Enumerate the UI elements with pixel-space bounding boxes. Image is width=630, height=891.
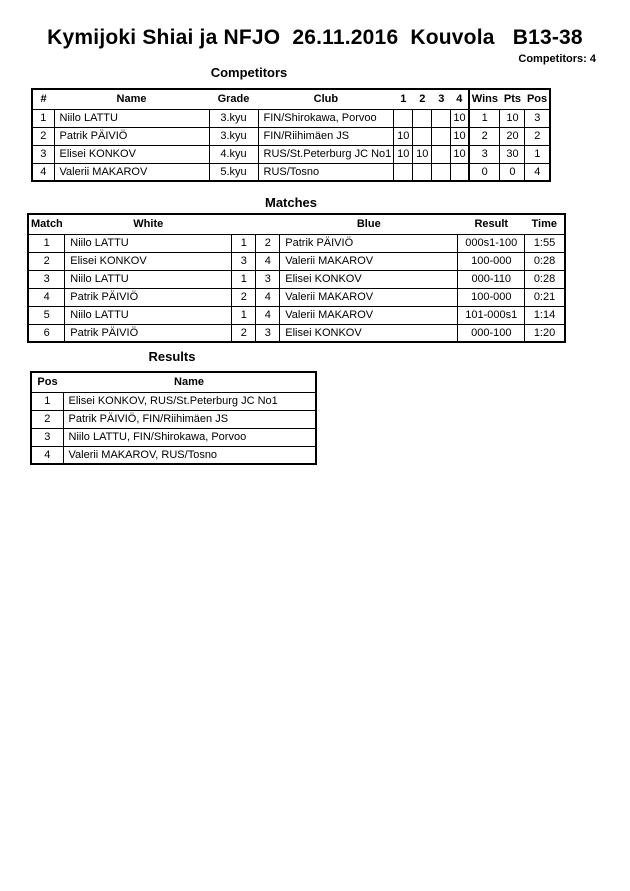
white-player-name: Elisei KONKOV [65,252,232,270]
match-row [28,270,565,288]
blue-player-name: Valerii MAKAROV [280,252,458,270]
competitor-grade: 4.kyu [209,145,258,163]
competitor-number: 4 [32,163,54,181]
round2-score: 10 [413,145,432,163]
col-header-result: Result [458,214,525,234]
round2-score [413,109,432,127]
col-header-round2: 2 [413,89,432,109]
matches-header-row [28,214,565,234]
round1-score: 10 [394,145,413,163]
pos-value: 2 [525,127,550,145]
wins-value: 0 [469,163,500,181]
match-row [28,252,565,270]
results-header-row [31,372,316,392]
result-row [31,428,316,446]
competitor-name: Elisei KONKOV [54,145,209,163]
match-time: 0:28 [525,270,565,288]
match-time: 0:28 [525,252,565,270]
page-title: Kymijoki Shiai ja NFJO 26.11.2016 Kouvola B13-38 [47,26,583,49]
competitor-grade: 3.kyu [209,109,258,127]
round3-score [432,163,451,181]
match-number: 6 [28,324,65,342]
col-header-name: Name [54,89,209,109]
col-header-round4: 4 [451,89,469,109]
blue-player-name: Elisei KONKOV [280,324,458,342]
blue-player-number: 2 [256,234,280,252]
match-result: 000-100 [458,324,525,342]
pos-value: 4 [525,163,550,181]
col-header-club: Club [258,89,394,109]
competitor-row [32,127,550,145]
match-number: 3 [28,270,65,288]
competitor-number: 1 [32,109,54,127]
round3-score [432,145,451,163]
round2-score [413,127,432,145]
round2-score [413,163,432,181]
results-table [30,371,317,465]
white-player-number: 3 [232,252,256,270]
blue-player-name: Valerii MAKAROV [280,288,458,306]
match-result: 101-000s1 [458,306,525,324]
results-section-heading: Results [148,349,196,364]
match-result: 100-000 [458,288,525,306]
white-player-name: Patrik PÄIVIÖ [65,324,232,342]
result-position: 4 [31,446,63,464]
col-header-blue: Blue [280,214,458,234]
round4-score: 10 [451,109,469,127]
blue-player-number: 3 [256,324,280,342]
result-position: 2 [31,410,63,428]
match-number: 5 [28,306,65,324]
competitor-row [32,109,550,127]
match-result: 100-000 [458,252,525,270]
col-header-name: Name [63,372,316,392]
col-header-pts: Pts [500,89,525,109]
result-row [31,392,316,410]
match-result: 000-110 [458,270,525,288]
white-player-number: 1 [232,306,256,324]
pts-value: 20 [500,127,525,145]
match-row [28,288,565,306]
competitors-section-heading: Competitors [210,65,288,80]
competitor-club: RUS/Tosno [258,163,394,181]
col-header-pos: Pos [525,89,550,109]
competitor-number: 3 [32,145,54,163]
competitor-grade: 5.kyu [209,163,258,181]
match-result: 000s1-100 [458,234,525,252]
result-position: 1 [31,392,63,410]
competitor-row [32,145,550,163]
competitor-name: Patrik PÄIVIÖ [54,127,209,145]
blue-player-number: 3 [256,270,280,288]
wins-value: 2 [469,127,500,145]
round4-score [451,163,469,181]
white-player-number: 1 [232,270,256,288]
result-competitor: Patrik PÄIVIÖ, FIN/Riihimäen JS [63,410,316,428]
col-header-white: White [65,214,232,234]
col-header-match: Match [28,214,65,234]
competitors-header-row [32,89,550,109]
col-header-round3: 3 [432,89,451,109]
blue-player-number: 4 [256,306,280,324]
col-header-round1: 1 [394,89,413,109]
matches-section-heading: Matches [264,195,318,210]
competitor-name: Valerii MAKAROV [54,163,209,181]
match-number: 1 [28,234,65,252]
competitor-club: FIN/Shirokawa, Porvoo [258,109,394,127]
result-position: 3 [31,428,63,446]
pts-value: 0 [500,163,525,181]
wins-value: 3 [469,145,500,163]
pos-value: 3 [525,109,550,127]
white-player-name: Niilo LATTU [65,306,232,324]
match-row [28,306,565,324]
competitor-club: RUS/St.Peterburg JC No1 [258,145,394,163]
blue-player-name: Patrik PÄIVIÖ [280,234,458,252]
competitors-count: Competitors: 4 [518,53,596,65]
match-time: 1:20 [525,324,565,342]
white-player-number: 2 [232,324,256,342]
col-header-wins: Wins [469,89,500,109]
competitor-name: Niilo LATTU [54,109,209,127]
result-row [31,446,316,464]
col-header-time: Time [525,214,565,234]
round1-score [394,163,413,181]
col-header-blue-num [256,214,280,234]
competitor-club: FIN/Riihimäen JS [258,127,394,145]
blue-player-name: Valerii MAKAROV [280,306,458,324]
blue-player-name: Elisei KONKOV [280,270,458,288]
blue-player-number: 4 [256,288,280,306]
blue-player-number: 4 [256,252,280,270]
competitor-grade: 3.kyu [209,127,258,145]
white-player-name: Niilo LATTU [65,270,232,288]
col-header-num: # [32,89,54,109]
match-time: 1:14 [525,306,565,324]
col-header-white-num [232,214,256,234]
wins-value: 1 [469,109,500,127]
match-number: 4 [28,288,65,306]
match-number: 2 [28,252,65,270]
round4-score: 10 [451,127,469,145]
round1-score [394,109,413,127]
round4-score: 10 [451,145,469,163]
match-time: 0:21 [525,288,565,306]
match-row [28,234,565,252]
white-player-number: 1 [232,234,256,252]
pts-value: 10 [500,109,525,127]
competitors-table [31,88,551,182]
pts-value: 30 [500,145,525,163]
round3-score [432,127,451,145]
white-player-name: Patrik PÄIVIÖ [65,288,232,306]
white-player-number: 2 [232,288,256,306]
result-row [31,410,316,428]
result-competitor: Elisei KONKOV, RUS/St.Peterburg JC No1 [63,392,316,410]
result-competitor: Niilo LATTU, FIN/Shirokawa, Porvoo [63,428,316,446]
round3-score [432,109,451,127]
competitor-row [32,163,550,181]
round1-score: 10 [394,127,413,145]
col-header-grade: Grade [209,89,258,109]
result-competitor: Valerii MAKAROV, RUS/Tosno [63,446,316,464]
col-header-pos: Pos [31,372,63,392]
match-row [28,324,565,342]
match-time: 1:55 [525,234,565,252]
white-player-name: Niilo LATTU [65,234,232,252]
competitor-number: 2 [32,127,54,145]
pos-value: 1 [525,145,550,163]
matches-table [27,213,566,343]
